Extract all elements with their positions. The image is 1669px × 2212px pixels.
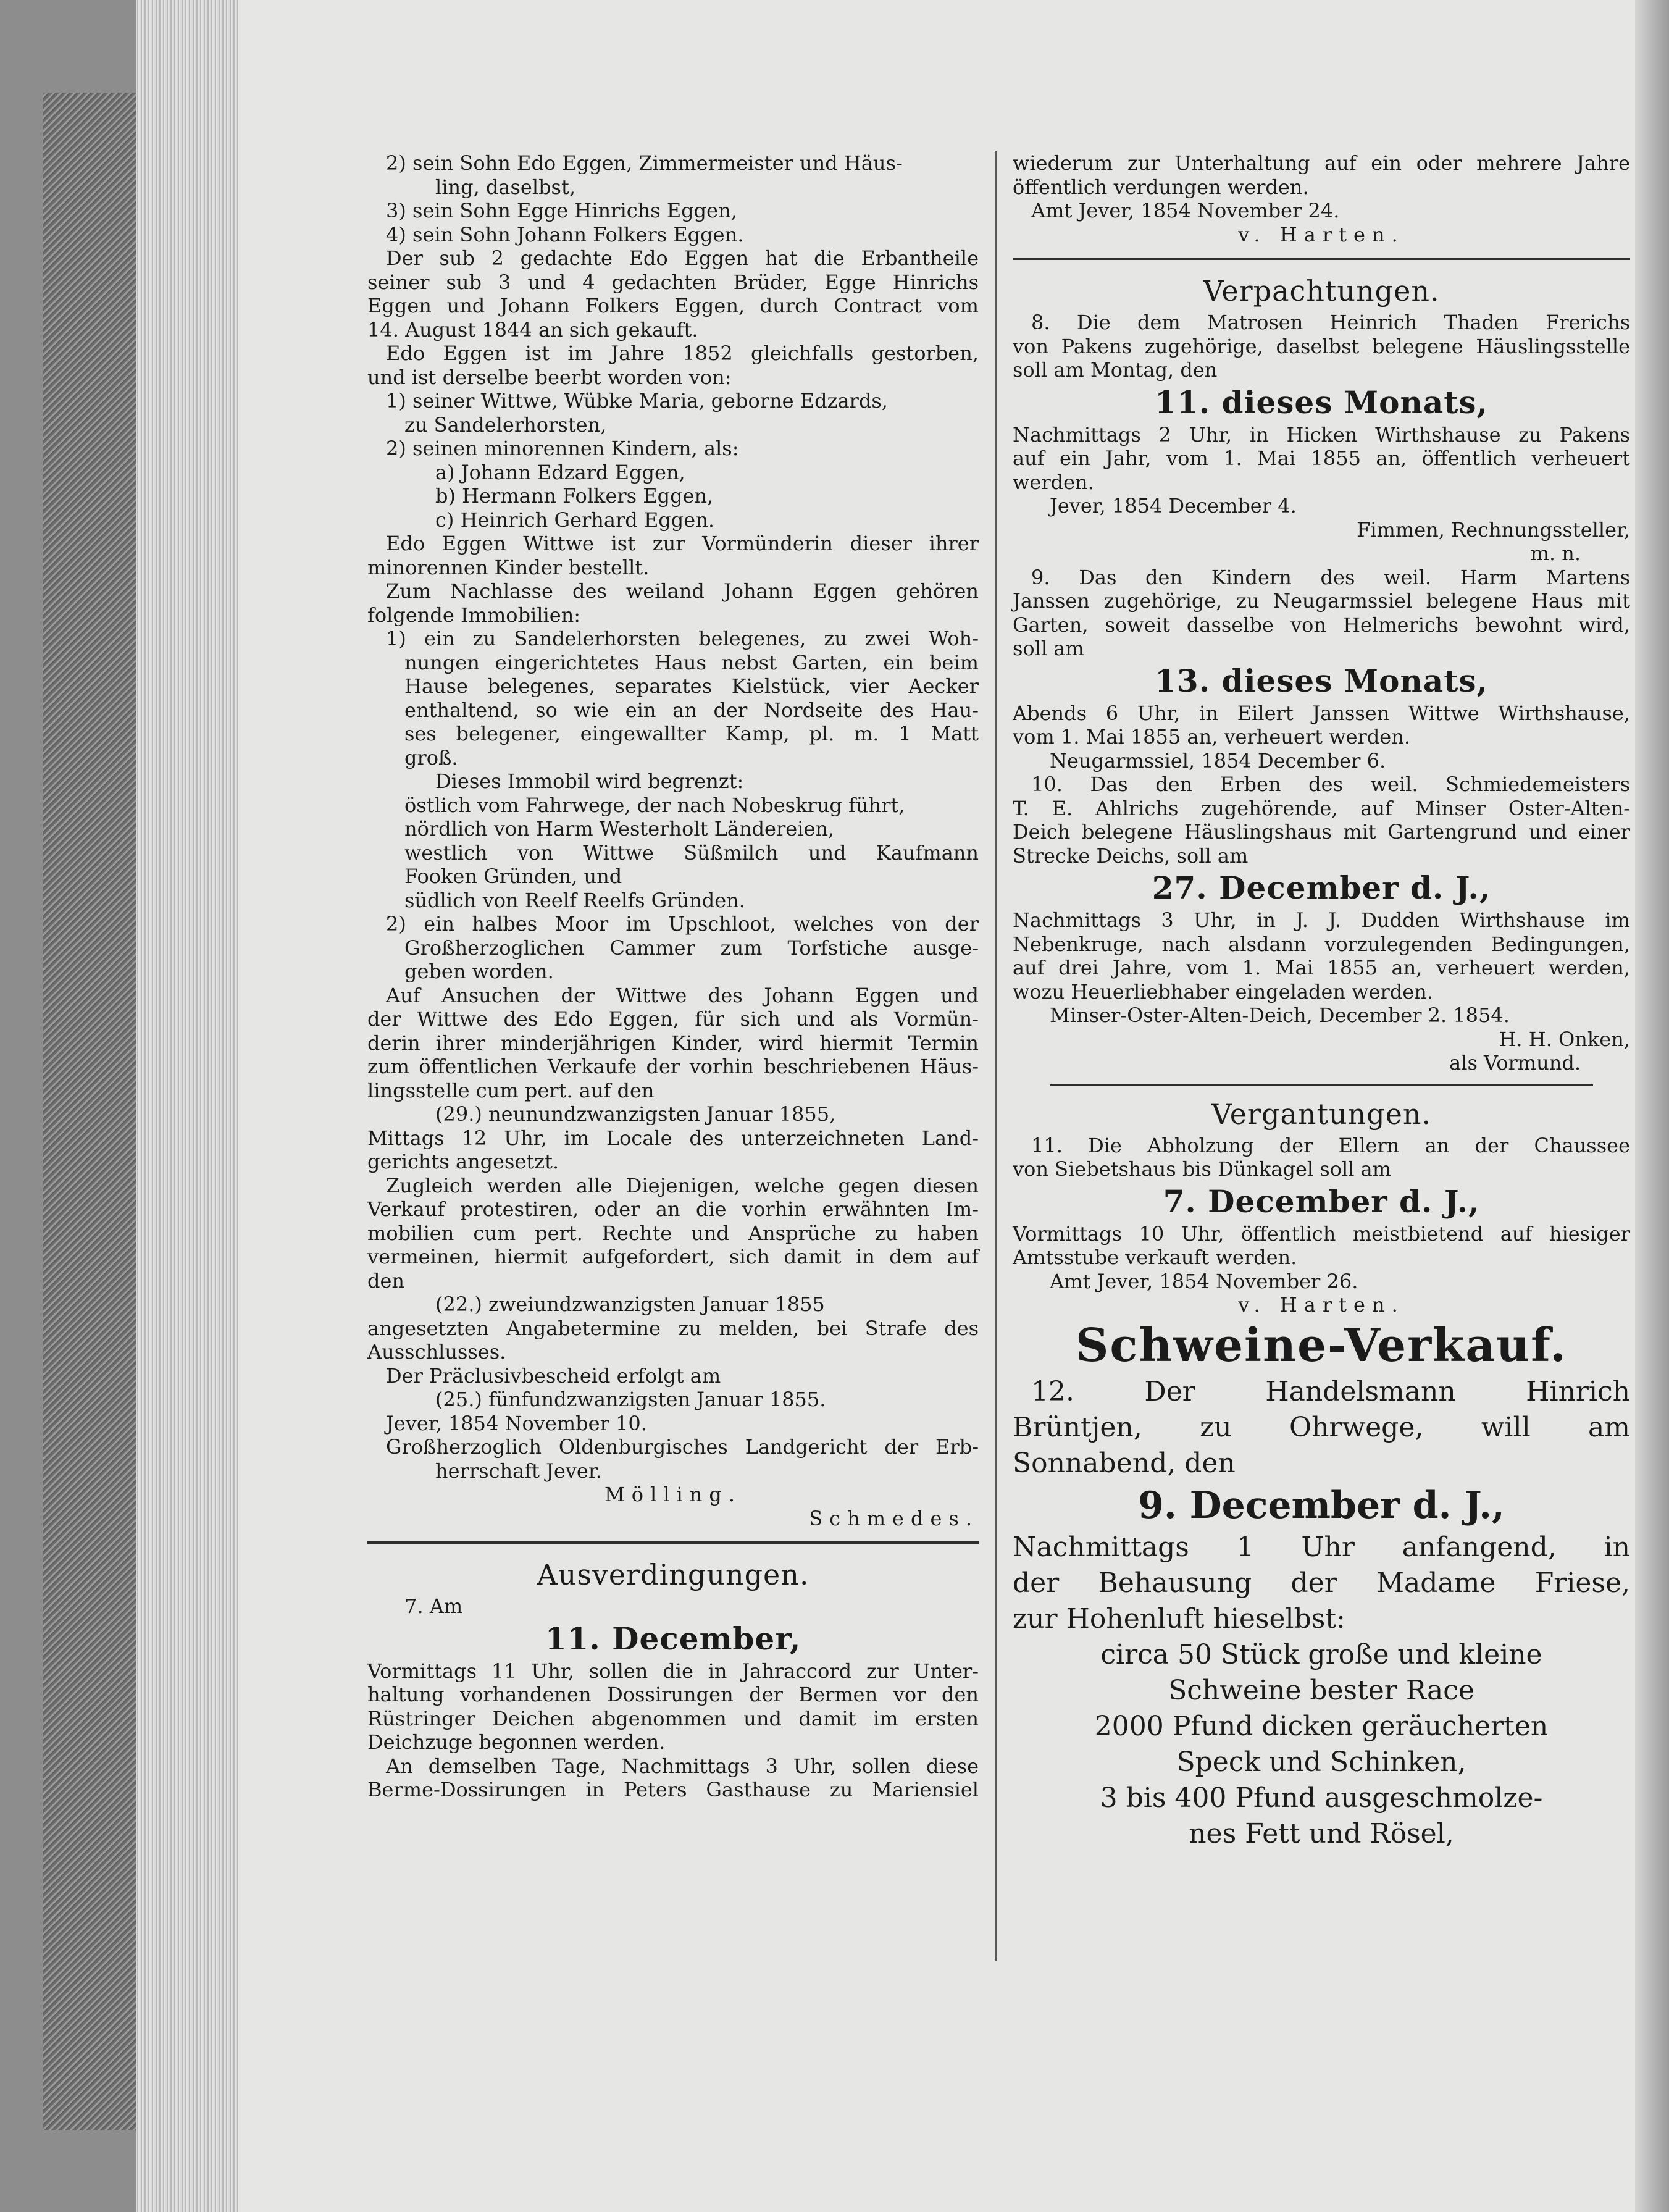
ad-date: 9. December d. J., xyxy=(1138,1483,1505,1527)
text-line: Janssen zugehörige, zu Neugarmssiel belegene Haus mit xyxy=(1013,589,1630,613)
text-line: und ist derselbe beerbt worden von: xyxy=(367,365,732,389)
text-line: angesetzten Angabetermine zu melden, bei Strafe des xyxy=(367,1316,979,1340)
ad-line: Nachmittags 1 Uhr anfangend, in xyxy=(1013,1531,1630,1563)
text-line: soll am xyxy=(1013,637,1084,660)
court-line: Großherzoglich Oldenburgisches Landgericht der Erb- xyxy=(386,1435,979,1459)
place-date: Amt Jever, 1854 November 24. xyxy=(1031,199,1340,222)
text-line: nördlich von Harm Westerholt Ländereien, xyxy=(404,817,835,840)
place-date: Minser-Oster-Alten-Deich, December 2. 1854. xyxy=(1050,1003,1510,1027)
court-line: herrschaft Jever. xyxy=(435,1459,602,1483)
signature: v. Harten. xyxy=(1238,1293,1405,1317)
text-line: Nebenkruge, nach alsdann vorzulegenden Bedingungen, xyxy=(1013,932,1630,956)
announcement-date: 11. dieses Monats, xyxy=(1155,383,1488,421)
place-date: Jever, 1854 December 4. xyxy=(1050,494,1297,517)
right-column xyxy=(1013,151,1630,1852)
signature: m. n. xyxy=(1530,542,1581,565)
ad-line: 12. Der Handelsmann Hinrich xyxy=(1031,1375,1630,1407)
page-stack-edge xyxy=(136,0,241,2212)
text-line: Deich belegene Häuslingshaus mit Gartengrund und einer xyxy=(1013,820,1630,844)
book-cover-edge xyxy=(43,93,140,2130)
text-line: 9. Das den Kindern des weil. Harm Martens xyxy=(1031,565,1630,589)
text-line: Großherzoglichen Cammer zum Torfstiche ausge- xyxy=(404,936,979,960)
text-line: ling, daselbst, xyxy=(435,175,575,199)
text-line: gerichts angesetzt. xyxy=(367,1150,559,1173)
text-line: Hause belegenes, separates Kielstück, vier Aecker xyxy=(404,674,979,698)
text-line: c) Heinrich Gerhard Eggen. xyxy=(435,508,714,532)
place-date: Neugarmssiel, 1854 December 6. xyxy=(1050,748,1386,773)
text-line: zum öffentlichen Verkaufe der vorhin beschriebenen Häus- xyxy=(367,1055,979,1078)
text-line: südlich von Reelf Reelfs Gründen. xyxy=(404,888,745,912)
text-line: groß. xyxy=(404,745,458,769)
section-rule xyxy=(1013,258,1630,260)
text-line: 1) seiner Wittwe, Wübke Maria, geborne Edzards, xyxy=(386,389,888,413)
ad-line: 3 bis 400 Pfund ausgeschmolze- xyxy=(1100,1782,1543,1814)
text-line: Mittags 12 Uhr, im Locale des unterzeichneten Land- xyxy=(367,1126,979,1150)
text-line: vom 1. Mai 1855 an, verheuert werden. xyxy=(1013,725,1411,748)
text-line: Der Präclusivbescheid erfolgt am xyxy=(386,1364,721,1388)
text-line: Strecke Deichs, soll am xyxy=(1013,844,1249,868)
signature: v. Harten. xyxy=(1238,222,1405,246)
text-line: An demselben Tage, Nachmittags 3 Uhr, sollen diese xyxy=(386,1754,979,1778)
text-line: 1) ein zu Sandelerhorsten belegenes, zu zwei Woh- xyxy=(386,627,979,650)
text-line: Deichzuge begonnen werden. xyxy=(367,1730,666,1754)
text-line: 3) sein Sohn Egge Hinrichs Eggen, xyxy=(386,199,737,222)
text-line: 2) sein Sohn Edo Eggen, Zimmermeister und Häus- xyxy=(386,151,903,175)
ad-line: 2000 Pfund dicken geräucherten xyxy=(1094,1710,1549,1742)
text-line: lingsstelle cum pert. auf den xyxy=(367,1078,655,1102)
text-line: ses belegener, eingewallter Kamp, pl. m. 1 Matt xyxy=(404,722,979,745)
ad-line: zur Hohenluft hieselbst: xyxy=(1013,1602,1345,1635)
text-line: wozu Heuerliebhaber eingeladen werden. xyxy=(1013,979,1433,1003)
ad-line: Brüntjen, zu Ohrwege, will am xyxy=(1013,1411,1630,1443)
text-line: werden. xyxy=(1013,470,1094,494)
text-line: Auf Ansuchen der Wittwe des Johann Eggen und xyxy=(386,983,979,1007)
place-date: Jever, 1854 November 10. xyxy=(386,1411,647,1435)
text-line: folgende Immobilien: xyxy=(367,603,581,627)
text-line: Nachmittags 3 Uhr, in J. J. Dudden Wirthshause im xyxy=(1013,908,1630,932)
text-line: haltung vorhandenen Dossirungen der Bermen vor den xyxy=(367,1683,979,1706)
text-line: Garten, soweit dasselbe von Helmerichs bewohnt wird, xyxy=(1013,613,1630,637)
text-line: T. E. Ahlrichs zugehörende, auf Minser Oster-Alten- xyxy=(1013,796,1630,820)
text-line: westlich von Wittwe Süßmilch und Kaufmann xyxy=(404,840,979,865)
signature: Mölling. xyxy=(604,1483,742,1506)
text-line: enthaltend, so wie ein an der Nordseite des Hau- xyxy=(404,698,979,722)
ad-line: der Behausung der Madame Friese, xyxy=(1013,1567,1630,1599)
date-line: (22.) zweiundzwanzigsten Januar 1855 xyxy=(435,1292,825,1316)
text-line: derin ihrer minderjährigen Kinder, wird hiermit Termin xyxy=(367,1031,979,1055)
text-line: minorennen Kinder bestellt. xyxy=(367,555,650,579)
text-line: seiner sub 3 und 4 gedachten Brüder, Egge Hinrichs xyxy=(367,270,979,294)
text-line: Abends 6 Uhr, in Eilert Janssen Wittwe Wirthshause, xyxy=(1013,701,1630,725)
text-line: Amtsstube verkauft werden. xyxy=(1013,1246,1297,1269)
signature: als Vormund. xyxy=(1449,1051,1581,1075)
date-line: (25.) fünfundzwanzigsten Januar 1855. xyxy=(435,1388,826,1411)
text-line: von Pakens zugehörige, daselbst belegene Häuslingsstelle xyxy=(1013,334,1630,358)
text-line: wiederum zur Unterhaltung auf ein oder mehrere Jahre xyxy=(1013,151,1630,175)
left-column xyxy=(367,151,979,1802)
text-line: Eggen und Johann Folkers Eggen, durch Contract vom xyxy=(367,294,979,317)
text-line: Nachmittags 2 Uhr, in Hicken Wirthshause zu Pakens xyxy=(1013,422,1630,446)
text-line: 7. Am xyxy=(404,1594,463,1618)
text-line: nungen eingerichtetes Haus nebst Garten, ein beim xyxy=(404,650,979,674)
text-line: Der sub 2 gedachte Edo Eggen hat die Erbantheile xyxy=(386,246,979,270)
text-line: der Wittwe des Edo Eggen, für sich und als Vormün- xyxy=(367,1007,979,1031)
text-line: von Siebetshaus bis Dünkagel soll am xyxy=(1013,1157,1392,1181)
text-line: 2) seinen minorennen Kindern, als: xyxy=(386,437,739,460)
text-line: Berme-Dossirungen in Peters Gasthause zu Mariensiel xyxy=(367,1778,979,1801)
text-line: Zugleich werden alle Diejenigen, welche gegen diesen xyxy=(386,1173,979,1197)
text-line: Rüstringer Deichen abgenommen und damit im ersten xyxy=(367,1706,979,1730)
text-line: Zum Nachlasse des weiland Johann Eggen gehören xyxy=(386,579,979,603)
ad-line: Sonnabend, den xyxy=(1013,1447,1236,1479)
section-title-ausverdingungen: Ausverdingungen. xyxy=(537,1558,809,1591)
signature: H. H. Onken, xyxy=(1499,1027,1630,1051)
ad-line: circa 50 Stück große und kleine xyxy=(1100,1638,1542,1670)
section-rule xyxy=(367,1541,979,1544)
text-line: Vormittags 10 Uhr, öffentlich meistbietend auf hiesiger xyxy=(1013,1221,1630,1246)
text-line: vermeinen, hiermit aufgefordert, sich damit in dem auf xyxy=(367,1245,979,1268)
signature: Schmedes. xyxy=(809,1506,979,1530)
text-line: Ausschlusses. xyxy=(367,1340,506,1364)
announcement-date: 7. December d. J., xyxy=(1163,1183,1480,1220)
text-line: geben worden. xyxy=(404,960,554,983)
text-line: soll am Montag, den xyxy=(1013,358,1218,382)
text-line: Edo Eggen Wittwe ist zur Vormünderin dieser ihrer xyxy=(386,532,979,555)
section-title-verpachtungen: Verpachtungen. xyxy=(1203,274,1440,308)
text-line: auf drei Jahre, vom 1. Mai 1855 an, verheuert werden, xyxy=(1013,956,1630,979)
text-line: 4) sein Sohn Johann Folkers Eggen. xyxy=(386,222,744,246)
text-line: Fooken Gründen, und xyxy=(404,865,622,888)
signature: Fimmen, Rechnungssteller, xyxy=(1357,517,1630,542)
text-line: zu Sandelerhorsten, xyxy=(404,413,607,437)
section-title-vergantungen: Vergantungen. xyxy=(1211,1097,1432,1131)
text-line: 10. Das den Erben des weil. Schmiedemeisters xyxy=(1031,773,1630,796)
announcement-date: 13. dieses Monats, xyxy=(1155,662,1488,699)
text-line: Dieses Immobil wird begrenzt: xyxy=(435,769,744,793)
text-line: 2) ein halbes Moor im Upschloot, welches von der xyxy=(386,912,979,936)
text-line: den xyxy=(367,1268,405,1292)
text-line: b) Hermann Folkers Eggen, xyxy=(435,484,714,508)
text-line: auf ein Jahr, vom 1. Mai 1855 an, öffentlich verheuert xyxy=(1013,446,1630,470)
text-line: östlich vom Fahrwege, der nach Nobeskrug führt, xyxy=(404,793,905,817)
ad-line: Schweine bester Race xyxy=(1168,1674,1474,1706)
text-line: 11. Die Abholzung der Ellern an der Chaussee xyxy=(1031,1133,1630,1157)
announcement-date: 27. December d. J., xyxy=(1152,869,1491,906)
date-line: (29.) neunundzwanzigsten Januar 1855, xyxy=(435,1102,836,1126)
text-line: Edo Eggen ist im Jahre 1852 gleichfalls gestorben, xyxy=(386,341,979,365)
column-divider xyxy=(995,151,997,1961)
text-line: Verkauf protestiren, oder an die vorhin erwähnten Im- xyxy=(367,1197,979,1221)
ad-line: Speck und Schinken, xyxy=(1176,1746,1466,1778)
section-rule xyxy=(1050,1084,1593,1086)
page-gutter-shadow xyxy=(1635,0,1669,2212)
text-line: mobilien cum pert. Rechte und Ansprüche zu haben xyxy=(367,1221,979,1245)
text-line: 8. Die dem Matrosen Heinrich Thaden Frerichs xyxy=(1031,311,1630,334)
ad-title-schweine-verkauf: Schweine-Verkauf. xyxy=(1075,1318,1568,1372)
place-date: Amt Jever, 1854 November 26. xyxy=(1050,1269,1358,1293)
text-line: öffentlich verdungen werden. xyxy=(1013,175,1309,199)
text-line: Vormittags 11 Uhr, sollen die in Jahraccord zur Unter- xyxy=(367,1659,979,1683)
ad-line: nes Fett und Rösel, xyxy=(1189,1817,1454,1850)
text-line: 14. August 1844 an sich gekauft. xyxy=(367,317,698,341)
text-line: a) Johann Edzard Eggen, xyxy=(435,460,685,484)
announcement-date: 11. December, xyxy=(545,1620,801,1657)
